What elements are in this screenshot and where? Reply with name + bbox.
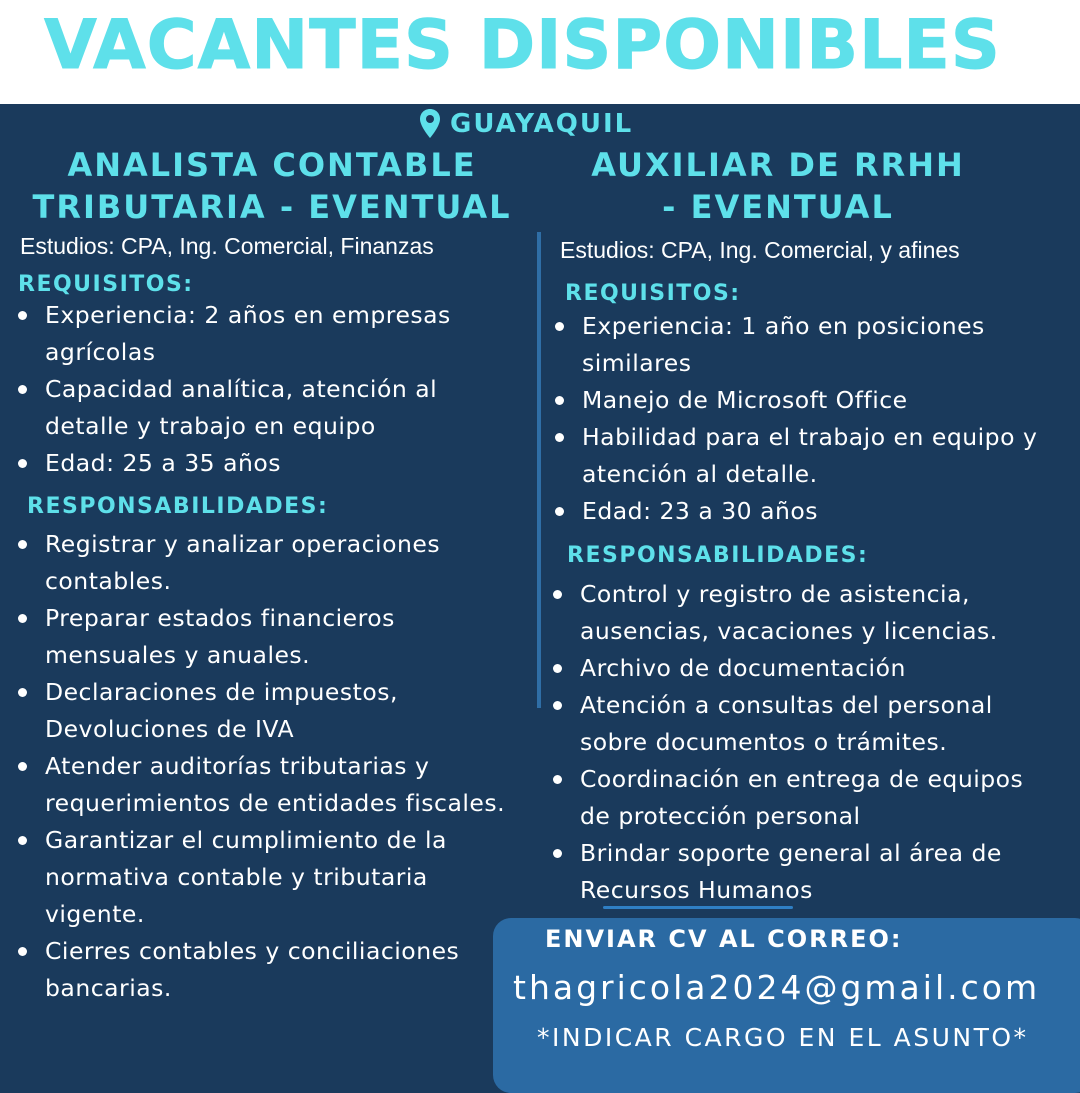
list-item: Control y registro de asistencia, ausencias, vacaciones y licencias. bbox=[553, 576, 1030, 650]
list-item: Experiencia: 2 años en empresas agrícolas bbox=[18, 297, 498, 371]
contact-email[interactable]: thagricola2024@gmail.com bbox=[513, 968, 1041, 1007]
left-requirements-heading: REQUISITOS: bbox=[18, 272, 194, 297]
location-label: GUAYAQUIL bbox=[450, 109, 634, 139]
left-requirements-list bbox=[18, 297, 498, 482]
left-job-title bbox=[12, 144, 532, 228]
left-job-title-line2: TRIBUTARIA - EVENTUAL bbox=[32, 188, 512, 226]
list-item: Coordinación en entrega de equipos de protección personal bbox=[553, 761, 1060, 835]
column-divider bbox=[537, 232, 541, 708]
right-job-title bbox=[548, 144, 1008, 228]
right-job-title-line1: AUXILIAR DE RRHH bbox=[591, 146, 965, 184]
header-banner bbox=[0, 0, 1080, 104]
list-item: Edad: 25 a 35 años bbox=[18, 445, 498, 482]
list-item: Atención a consultas del personal sobre documentos o trámites. bbox=[553, 687, 1020, 761]
right-responsibilities-list bbox=[553, 576, 1063, 909]
page-title: VACANTES DISPONIBLES bbox=[44, 6, 1001, 85]
location bbox=[418, 108, 633, 140]
link-underline bbox=[603, 906, 793, 909]
list-item: Archivo de documentación bbox=[553, 650, 1063, 687]
right-requirements-list bbox=[555, 308, 1065, 530]
list-item: Brindar soporte general al área de Recursos Humanos bbox=[553, 835, 1030, 909]
contact-note: *INDICAR CARGO EN EL ASUNTO* bbox=[537, 1023, 1029, 1052]
right-responsibilities-heading: RESPONSABILIDADES: bbox=[567, 543, 869, 568]
list-item: Cierres contables y conciliaciones bancarias. bbox=[18, 933, 515, 1007]
right-studies: Estudios: CPA, Ing. Comercial, y afines bbox=[560, 237, 960, 263]
left-responsibilities-list bbox=[18, 526, 528, 1007]
list-item: Registrar y analizar operaciones contables. bbox=[18, 526, 485, 600]
right-job-title-line2: - EVENTUAL bbox=[662, 188, 894, 226]
right-requirements-heading: REQUISITOS: bbox=[565, 281, 741, 306]
list-item: Experiencia: 1 año en posiciones similares bbox=[555, 308, 1012, 382]
list-item: Edad: 23 a 30 años bbox=[555, 493, 1065, 530]
list-item: Capacidad analítica, atención al detalle y trabajo en equipo bbox=[18, 371, 498, 445]
left-job-title-line1: ANALISTA CONTABLE bbox=[67, 146, 477, 184]
list-item: Atender auditorías tributarias y requerimientos de entidades fiscales. bbox=[18, 748, 528, 822]
contact-heading: ENVIAR CV AL CORREO: bbox=[545, 925, 903, 953]
list-item: Declaraciones de impuestos, Devoluciones de IVA bbox=[18, 674, 445, 748]
list-item: Habilidad para el trabajo en equipo y atención al detalle. bbox=[555, 419, 1065, 493]
left-studies: Estudios: CPA, Ing. Comercial, Finanzas bbox=[20, 233, 434, 259]
left-responsibilities-heading: RESPONSABILIDADES: bbox=[27, 494, 329, 519]
list-item: Manejo de Microsoft Office bbox=[555, 382, 1065, 419]
map-pin-icon bbox=[418, 108, 442, 140]
list-item: Garantizar el cumplimiento de la normativa contable y tributaria vigente. bbox=[18, 822, 465, 933]
list-item: Preparar estados financieros mensuales y anuales. bbox=[18, 600, 445, 674]
